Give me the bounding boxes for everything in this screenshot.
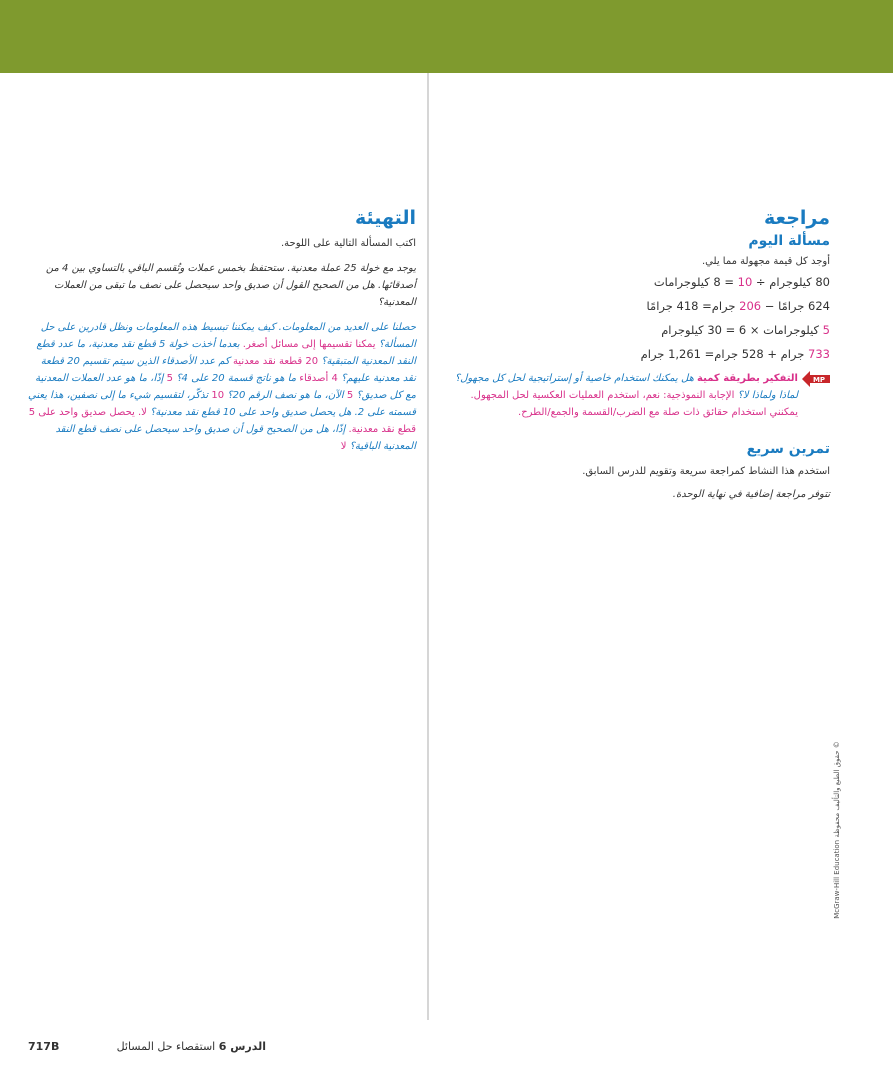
problem-text: جرام= 418 جرامًا [646, 299, 740, 313]
discussion-question: تذكّر، لتقسيم شيء ما إلى نصفين، هذا يعني قسمته على 2. [28, 390, 416, 418]
problem-text: 624 جرامًا − [761, 299, 830, 313]
column-divider [427, 73, 429, 1020]
page-footer [28, 1040, 266, 1056]
discussion-answer: 4 أصدقاء [299, 373, 338, 384]
extra-review-note: تتوفر مراجعة إضافية في نهاية الوحدة. [672, 489, 830, 500]
problem-line [440, 294, 830, 318]
discussion-answer: 10 [211, 390, 225, 401]
problem-answer: 206 [739, 299, 762, 313]
warmup-discussion [28, 319, 416, 455]
discussion-answer: يمكنا تقسيمها إلى مسائل أصغر. [242, 339, 376, 350]
think-quantitatively [440, 370, 830, 421]
discussion-question: هل يحصل صديق واحد على 10 قطع نقد معدنية؟ [150, 407, 352, 418]
discussion-question: حصلنا على العديد من المعلومات. كيف يمكننا تبسيط هذه المعلومات ونظل قادرين على حل المسألة؟ [40, 322, 416, 350]
warmup-problem: يوجد مع خولة 25 عملة معدنية. ستحتفظ بخمس عملات وتُقسم الباقي بالتساوي بين 4 من أصدقائها. هل من الصحيح القول أن صديق واحد سيحصل على نصف ما تبقى من العملات المعدنية؟ [45, 263, 416, 308]
problem-line [440, 318, 830, 342]
discussion-answer: 5 [166, 373, 174, 384]
discussion-question: إذًا، ما هو عدد العملات المعدنية مع كل صديق؟ [35, 373, 416, 401]
think-body [440, 370, 798, 421]
copyright-note [831, 700, 843, 960]
discussion-question: الآن، ما هو نصف الرقم 20؟ [227, 390, 344, 401]
problem-answer: 733 [808, 347, 830, 361]
problem-text: جرام + 528 جرام= 1,261 جرام [640, 347, 809, 361]
problem-answer: 10 [737, 275, 753, 289]
discussion-question: بعدما أخذت خولة 5 قطع نقد معدنية، ما عدد قطع النقد المعدنية المتبقية؟ [36, 339, 416, 367]
quick-practice-title: تمرين سريع [746, 441, 830, 457]
problem-text: 80 كيلوجرام ÷ [752, 275, 830, 289]
discussion-question: إذًا، هل من الصحيح قول أن صديق واحد سيحصل على نصف قطع النقد المعدنية الباقية؟ [55, 424, 416, 452]
discussion-answer: 5 [346, 390, 354, 401]
discussion-answer: لا [340, 441, 347, 452]
problem-text: كيلوجرامات × 6 = 30 كيلوجرام [661, 323, 823, 337]
discussion-answer: لا. يحصل صديق واحد على 5 قطع نقد معدنية. [28, 407, 416, 435]
problem-line [440, 342, 830, 366]
warmup-instruction: اكتب المسألة التالية على اللوحة. [280, 238, 416, 249]
lesson-title: استقصاء حل المسائل [116, 1040, 216, 1053]
lesson-info [116, 1040, 266, 1053]
discussion-question: ما هو ناتج قسمة 20 على 4؟ [176, 373, 297, 384]
think-label: التفكير بطريقة كمية [697, 373, 798, 384]
think-question: هل يمكنك استخدام خاصية أو إستراتيجية لحل كل مجهول؟ لماذا ولماذا لا؟ [454, 373, 798, 401]
warmup-title: التهيئة [355, 207, 416, 229]
mp-label: MP [812, 376, 826, 384]
problem-text: = 8 كيلوجرامات [653, 275, 738, 289]
review-section [440, 205, 830, 503]
review-title: مراجعة [763, 207, 830, 229]
page-number: 717B [28, 1040, 60, 1053]
discussion-answer: 20 قطعة نقد معدنية [232, 356, 319, 367]
warmup-section [28, 205, 416, 455]
discussion-question: كم عدد الأصدقاء الذين سيتم تقسيم 20 قطعة نقد معدنية عليهم؟ [40, 356, 416, 384]
review-instruction: أوجد كل قيمة مجهولة مما يلي. [702, 256, 830, 267]
quick-practice-text: استخدم هذا النشاط كمراجعة سريعة وتقويم للدرس السابق. [582, 466, 830, 477]
top-banner [0, 0, 893, 73]
think-answer: الإجابة النموذجية: نعم، استخدم العمليات العكسية لحل المجهول. يمكنني استخدام حقائق ذات صلة مع الضرب/القسمة والجمع/الطرح. [470, 390, 798, 418]
mathematical-practice-icon [802, 370, 830, 388]
problem-answer: 5 [822, 323, 830, 337]
problem-of-day-title: مسألة اليوم [748, 233, 830, 249]
lesson-label: الدرس 6 [218, 1040, 266, 1053]
copyright-text: McGraw-Hill Education حقوق الطبع والتأليف محفوظة © [833, 741, 841, 919]
problem-line [440, 270, 830, 294]
